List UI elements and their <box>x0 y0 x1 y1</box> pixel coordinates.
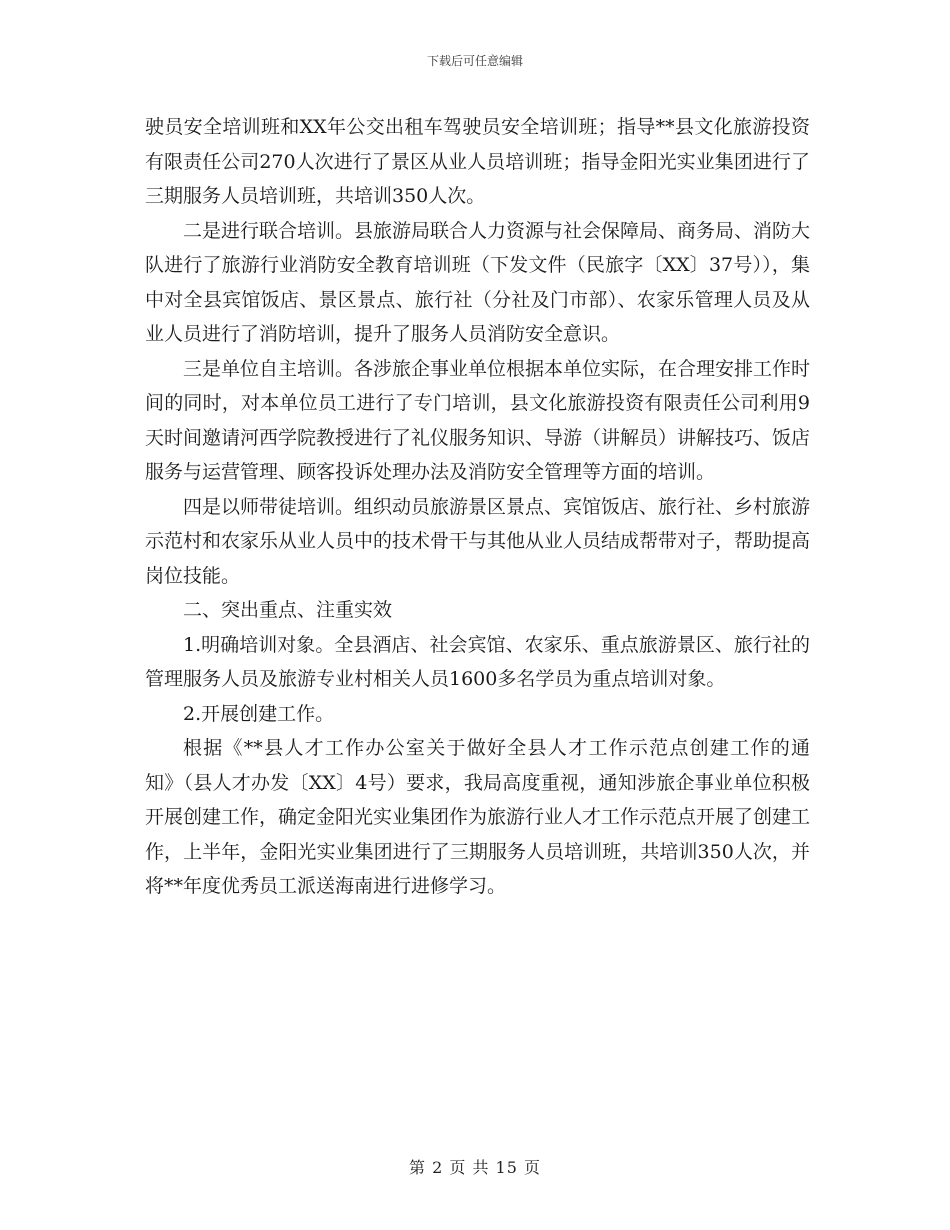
document-body <box>145 110 810 904</box>
paragraph-joint-training: 二是进行联合培训。县旅游局联合人力资源与社会保障局、商务局、消防大队进行了旅游行业消防安全教育培训班（下发文件（民旅字〔XX〕37号）），集中对全县宾馆饭店、景区景点、旅行社（分社及门市部）、农家乐管理人员及从业人员进行了消防培训，提升了服务人员消防安全意识。 <box>145 219 811 345</box>
paragraph-continuation: 驶员安全培训班和XX年公交出租车驾驶员安全培训班；指导**县文化旅游投资有限责任公司270人次进行了景区从业人员培训班；指导金阳光实业集团进行了三期服务人员培训班，共培训350人次。 <box>145 116 810 207</box>
paragraph-mentorship-training: 四是以师带徒培训。组织动员旅游景区景点、宾馆饭店、旅行社、乡村旅游示范村和农家乐从业人员中的技术骨干与其他从业人员结成帮带对子，帮助提高岗位技能。 <box>145 495 811 587</box>
paragraph-creation-work: 根据《**县人才工作办公室关于做好全县人才工作示范点创建工作的通知》（县人才办发〔XX〕4号）要求，我局高度重视，通知涉旅企事业单位积极开展创建工作，确定金阳光实业集团作为旅游行业人才工作示范点开展了创建工作，上半年，金阳光实业集团进行了三期服务人员培训班，共培训350人次，并将**年度优秀员工派送海南进行进修学习。 <box>145 737 811 897</box>
paragraph-creation-work-heading: 2.开展创建工作。 <box>183 702 335 725</box>
paragraph-training-targets: 1.明确培训对象。全县酒店、社会宾馆、农家乐、重点旅游景区、旅行社的管理服务人员及旅游专业村相关人员1600多名学员为重点培训对象。 <box>145 633 810 690</box>
section-heading: 二、突出重点、注重实效 <box>183 599 393 621</box>
paragraph-self-training: 三是单位自主培训。各涉旅企事业单位根据本单位实际，在合理安排工作时间的同时，对本单位员工进行了专门培训，县文化旅游投资有限责任公司利用9天时间邀请河西学院教授进行了礼仪服务知识、导游（讲解员）讲解技巧、饭店服务与运营管理、顾客投诉处理办法及消防安全管理等方面的培训。 <box>145 357 811 483</box>
page-footer: 第 2 页 共 15 页 <box>409 1158 541 1177</box>
page-header: 下载后可任意编辑 <box>426 54 523 68</box>
